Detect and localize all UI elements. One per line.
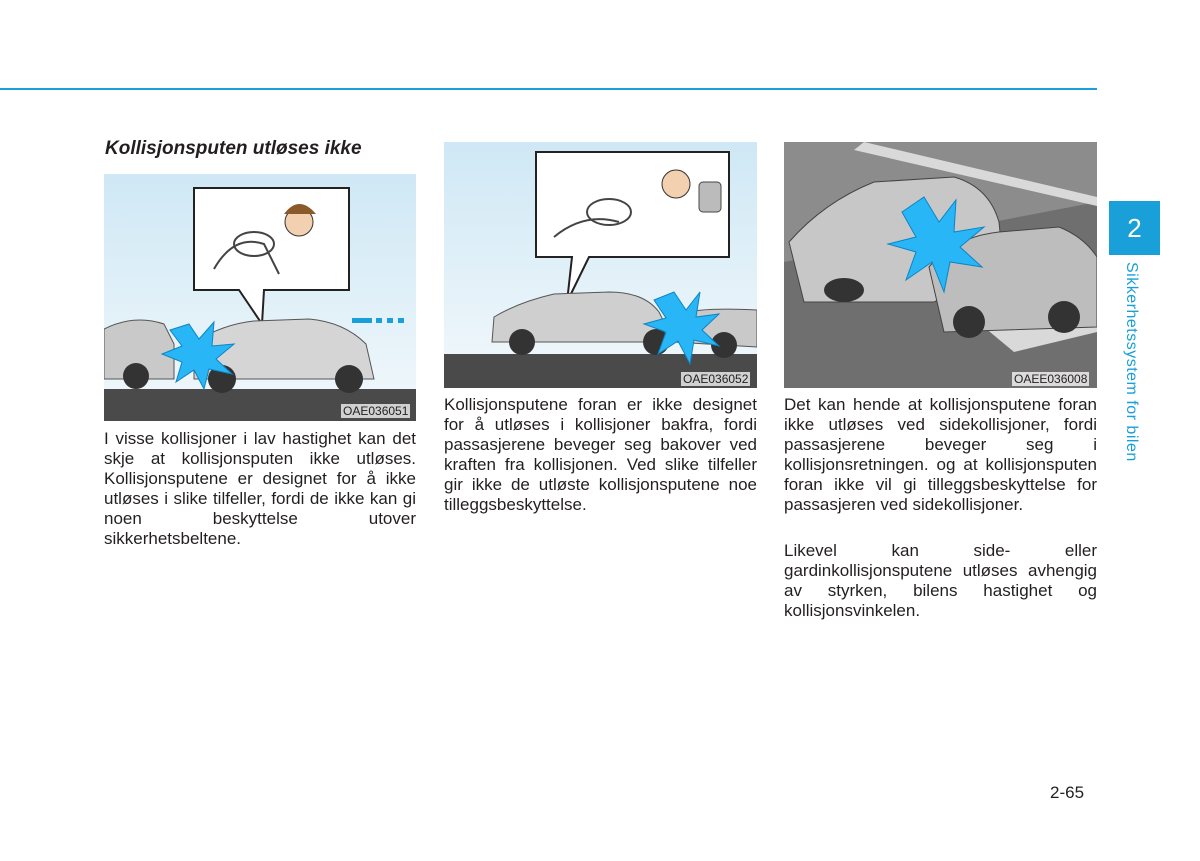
page-number: 2-65 — [1050, 783, 1085, 802]
top-rule — [0, 88, 1097, 90]
chapter-title-text: Sikkerhetssystem for bilen — [1123, 262, 1140, 462]
paragraph-col3-1: Det kan hende at kollisjonsputene foran ikke utløses ved sidekollisjoner, fordi passasjerene beveger seg i kollisjonsretningen. og at kollisjonsputen foran ikke vil gi tilleggsbeskyttelse for passasjeren ved sidekollisjoner. — [784, 395, 1097, 514]
figure-code: OAE036051 — [343, 404, 409, 418]
figure-rear-collision — [104, 174, 416, 421]
paragraph-col2: Kollisjonsputene foran er ikke designet for å utløses i kollisjoner bakfra, fordi passasjerene beveger seg bakover ved kraften fra kollisjonen. Ved slike tilfeller gir ikke de utløste kollisjonsputene noe tilleggsbeskyttelse. — [444, 395, 757, 514]
rear-impact-occupant-illustration — [444, 142, 757, 388]
chapter-title — [1122, 262, 1146, 482]
figure-rear-impact — [444, 142, 757, 388]
section-heading: Kollisjonsputen utløses ikke — [105, 138, 362, 159]
figure-code: OAEE036008 — [1014, 372, 1088, 386]
figure-code: OAE036052 — [683, 372, 749, 386]
side-collision-illustration — [784, 142, 1097, 388]
figure-side-collision — [784, 142, 1097, 388]
paragraph-col3-2: Likevel kan side- eller gardinkollisjonsputene utløses avhengig av styrken, bilens hastighet og kollisjonsvinkelen. — [784, 541, 1097, 620]
chapter-number-tab: 2 — [1109, 201, 1160, 255]
paragraph-col1: I visse kollisjoner i lav hastighet kan det skje at kollisjonsputen ikke utløses. Kollisjonsputene er designet for å ikke utløses i slike tilfeller, fordi de ikke kan gi noen beskyttelse utover sikkerhetsbeltene. — [104, 429, 416, 548]
rear-end-collision-illustration — [104, 174, 416, 421]
